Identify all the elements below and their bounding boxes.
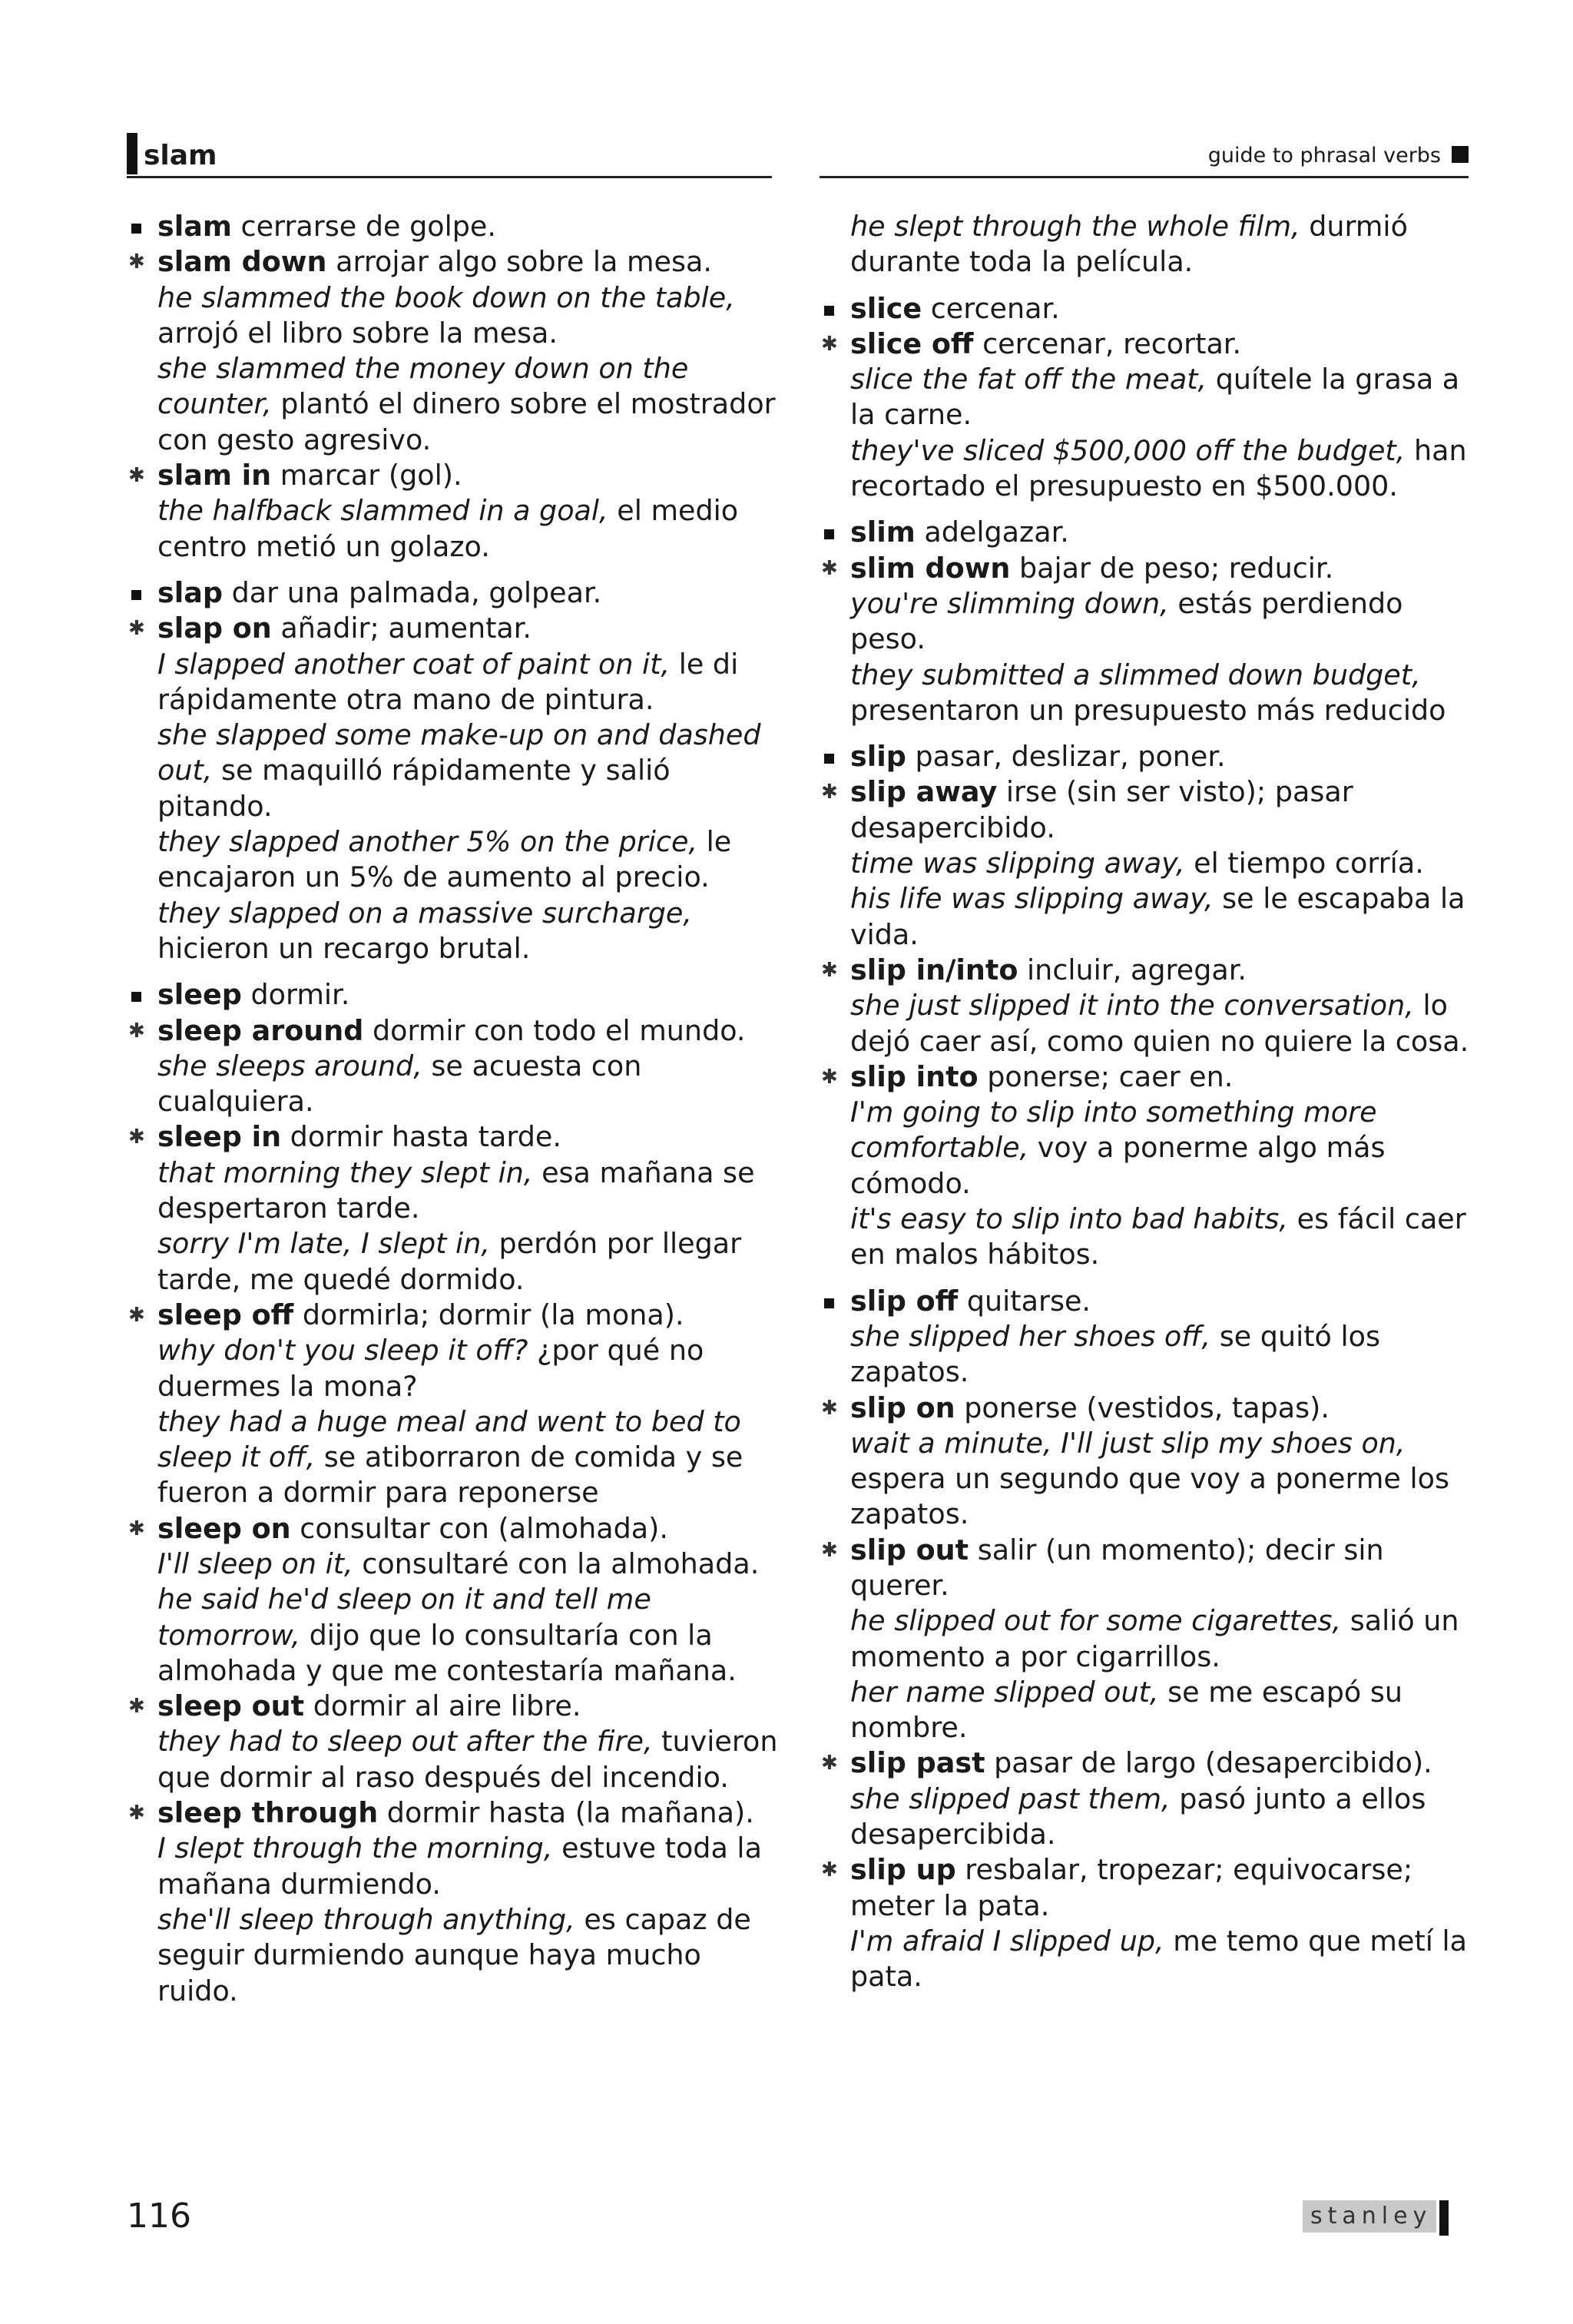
headword: sleep in	[157, 1120, 282, 1154]
example	[127, 1049, 787, 1120]
example-text: she slipped her shoes off,	[850, 1319, 1211, 1353]
definition: pasar, deslizar, poner.	[906, 740, 1226, 774]
example-text: they slapped on a massive surcharge,	[157, 896, 692, 930]
logo-bar-mark	[1439, 2200, 1449, 2236]
sub-entry	[820, 1391, 1480, 1426]
main-entry	[820, 291, 1480, 327]
headword: slip away	[850, 775, 998, 809]
definition: marcar (gol).	[271, 459, 462, 492]
example-translation: es fácil caer en malos hábitos.	[850, 1202, 1466, 1271]
example	[127, 1226, 787, 1298]
definition: dormir hasta (la mañana).	[378, 1796, 754, 1830]
example-translation: pasó junto a ellos desapercibida.	[850, 1782, 1426, 1852]
example	[820, 1675, 1480, 1746]
example	[820, 1426, 1480, 1533]
example-translation: estuve toda la mañana durmiendo.	[157, 1832, 762, 1901]
example	[820, 658, 1480, 729]
example-text: they had to sleep out after the fire,	[157, 1725, 653, 1759]
example-text: she'll sleep through anything,	[157, 1902, 575, 1936]
subentry-bullet-icon: ✱	[128, 1019, 145, 1043]
example	[820, 988, 1480, 1059]
subentry-bullet-icon: ✱	[128, 617, 145, 641]
definition: dormir.	[241, 978, 350, 1012]
example-translation: me temo que metí la pata.	[850, 1924, 1468, 1994]
example-translation: se me escapó su nombre.	[850, 1675, 1403, 1745]
headword: slam down	[157, 245, 327, 279]
example	[820, 1202, 1480, 1273]
sub-entry	[127, 458, 787, 493]
example-translation: estás perdiendo peso.	[850, 586, 1403, 656]
running-header-right	[820, 127, 1469, 178]
header-headword: slam	[144, 140, 217, 171]
definition: quitarse.	[958, 1284, 1091, 1318]
subentry-bullet-icon: ✱	[821, 781, 838, 804]
example-text: they slapped another 5% on the price,	[157, 825, 698, 859]
example-translation: tuvieron que dormir al raso después del incendio.	[157, 1725, 778, 1794]
example-text: I slept through the morning,	[157, 1832, 553, 1865]
subentry-bullet-icon: ✱	[821, 1396, 838, 1420]
example-text: wait a minute, I'll just slip my shoes on,	[850, 1426, 1406, 1460]
definition: añadir; aumentar.	[271, 612, 532, 645]
example-text: I'm going to slip into something more comfortable,	[850, 1096, 1377, 1165]
subentry-bullet-icon: ✱	[821, 1752, 838, 1775]
subentry-bullet-icon: ✱	[128, 1517, 145, 1540]
example-translation: plantó el dinero sobre el mostrador con gesto agresivo.	[157, 387, 776, 456]
example	[127, 1547, 787, 1582]
sub-entry	[820, 551, 1480, 586]
example-translation: el tiempo corría.	[1184, 847, 1424, 880]
example-text: she just slipped it into the conversation,	[850, 989, 1414, 1023]
subentry-bullet-icon: ✱	[821, 1858, 838, 1882]
example-translation: durmió durante toda la película.	[850, 210, 1408, 279]
sub-entry	[127, 611, 787, 646]
definition: dormir al aire libre.	[304, 1689, 581, 1723]
definition: dormir hasta tarde.	[281, 1120, 561, 1154]
sub-entry	[127, 1298, 787, 1333]
example-text: I'll sleep on it,	[157, 1547, 353, 1580]
publisher-logo	[1303, 2200, 1449, 2234]
example-translation: lo dejó caer así, como quien no quiere la cosa.	[850, 989, 1469, 1058]
entry-bullet-icon	[824, 306, 834, 316]
entry-bullet-icon	[824, 1298, 834, 1308]
example-text: he slipped out for some cigarettes,	[850, 1604, 1342, 1638]
sub-entry	[820, 774, 1480, 846]
example	[127, 1155, 787, 1227]
sub-entry	[127, 1795, 787, 1831]
example-translation: dijo que lo consultaría con la almohada y que me contestaría mañana.	[157, 1618, 737, 1687]
example	[820, 1319, 1480, 1391]
headword: slip	[850, 740, 906, 774]
example-text: sorry I'm late, I slept in,	[157, 1227, 490, 1261]
example	[127, 824, 787, 896]
example	[127, 718, 787, 824]
main-entry	[127, 977, 787, 1013]
example-text: her name slipped out,	[850, 1675, 1159, 1709]
headword: slip up	[850, 1853, 956, 1887]
subentry-bullet-icon: ✱	[128, 250, 145, 274]
example-translation: se quitó los zapatos.	[850, 1319, 1380, 1389]
running-header-left	[127, 127, 772, 178]
definition: irse (sin ser visto); pasar desapercibido.	[850, 775, 1353, 844]
definition: dormir con todo el mundo.	[363, 1013, 746, 1047]
sub-entry	[820, 327, 1480, 362]
sub-entry	[820, 1533, 1480, 1604]
example-text: she slipped past them,	[850, 1782, 1171, 1815]
headword: sleep off	[157, 1298, 294, 1331]
headword: slip past	[850, 1746, 985, 1780]
example-text: they had a huge meal and went to bed to sleep it off,	[157, 1404, 741, 1474]
definition: cercenar.	[922, 291, 1060, 325]
headword: slap on	[157, 612, 272, 645]
header-bar-mark	[127, 133, 137, 174]
sub-entry	[820, 1852, 1480, 1924]
example	[820, 586, 1480, 658]
example	[127, 1582, 787, 1689]
definition: dormirla; dormir (la mona).	[293, 1298, 684, 1331]
example-translation: consultaré con la almohada.	[353, 1547, 760, 1580]
headword: slip off	[850, 1284, 959, 1318]
example-text: he slept through the whole film,	[850, 210, 1300, 243]
example-text: they submitted a slimmed down budget,	[850, 658, 1421, 691]
headword: slice off	[850, 327, 974, 360]
entry-bullet-icon	[824, 754, 834, 764]
headword: slip out	[850, 1533, 969, 1566]
example-text: time was slipping away,	[850, 847, 1185, 880]
example	[127, 647, 787, 718]
example	[127, 1831, 787, 1902]
example-text: he said he'd sleep on it and tell me tomorrow,	[157, 1583, 651, 1652]
definition: bajar de peso; reducir.	[1010, 551, 1334, 585]
headword: slip on	[850, 1391, 955, 1424]
main-entry	[820, 1284, 1480, 1319]
example-text: his life was slipping away,	[850, 882, 1214, 916]
subentry-bullet-icon: ✱	[821, 556, 838, 580]
example-translation: espera un segundo que voy a ponerme los zapatos.	[850, 1462, 1449, 1531]
example-translation: arrojó el libro sobre la mesa.	[157, 316, 558, 350]
subentry-bullet-icon: ✱	[128, 1303, 145, 1327]
example-translation: hicieron un recargo brutal.	[157, 931, 531, 965]
main-entry	[820, 739, 1480, 774]
definition: adelgazar.	[915, 516, 1069, 549]
example-translation: han recortado el presupuesto en $500.000.	[850, 433, 1467, 503]
sub-entry	[127, 1119, 787, 1155]
subentry-bullet-icon: ✱	[821, 958, 838, 982]
headword: slim down	[850, 551, 1011, 585]
headword: slam in	[157, 459, 272, 492]
subentry-bullet-icon: ✱	[128, 464, 145, 488]
definition: arrojar algo sobre la mesa.	[326, 245, 712, 279]
definition: consultar con (almohada).	[290, 1511, 669, 1545]
definition: incluir, agregar.	[1018, 953, 1247, 986]
example-text: it's easy to slip into bad habits,	[850, 1202, 1289, 1236]
example-translation: se le escapaba la vida.	[850, 882, 1465, 951]
header-title: guide to phrasal verbs	[1207, 144, 1441, 167]
publisher-name: stanley	[1303, 2200, 1436, 2233]
sub-entry	[820, 953, 1480, 988]
main-entry	[127, 575, 787, 611]
definition: cercenar, recortar.	[973, 327, 1242, 360]
main-entry	[820, 515, 1480, 550]
example	[127, 351, 787, 458]
example	[820, 1924, 1480, 1995]
example-text: she sleeps around,	[157, 1049, 422, 1082]
example-text: I'm afraid I slipped up,	[850, 1924, 1164, 1958]
sub-entry	[820, 1059, 1480, 1095]
example	[820, 1782, 1480, 1853]
headword: sleep around	[157, 1013, 364, 1047]
example-text: slice the fat off the meat,	[850, 363, 1207, 396]
example-translation: voy a ponerme algo más cómodo.	[850, 1131, 1386, 1200]
example-translation: se acuesta con cualquiera.	[157, 1049, 642, 1119]
example	[127, 1902, 787, 2009]
example	[820, 362, 1480, 433]
example	[820, 209, 1480, 280]
example-translation: le encajaron un 5% de aumento al precio.	[157, 825, 732, 894]
example	[127, 896, 787, 967]
example-text: you're slimming down,	[850, 586, 1169, 620]
example-translation: esa mañana se despertaron tarde.	[157, 1155, 755, 1225]
page-number: 116	[127, 2196, 191, 2236]
example-translation: es capaz de seguir durmiendo aunque haya mucho ruido.	[157, 1902, 751, 2007]
example	[127, 493, 787, 565]
headword: slim	[850, 516, 916, 549]
headword: slip in/into	[850, 953, 1018, 986]
left-column	[127, 209, 787, 2009]
entry-bullet-icon	[131, 992, 141, 1002]
definition: ponerse; caer en.	[978, 1059, 1234, 1093]
sub-entry	[127, 1511, 787, 1547]
example-text: she slammed the money down on the counter,	[157, 352, 689, 421]
headword: slip into	[850, 1059, 979, 1093]
headword: sleep out	[157, 1689, 305, 1723]
example	[127, 1724, 787, 1795]
right-column	[820, 209, 1480, 1995]
sub-entry	[127, 1013, 787, 1049]
example-text: he slammed the book down on the table,	[157, 280, 735, 314]
entry-bullet-icon	[131, 590, 141, 600]
example	[820, 881, 1480, 953]
sub-entry	[127, 1689, 787, 1724]
example	[820, 433, 1480, 505]
definition: resbalar, tropezar; equivocarse; meter la pata.	[850, 1853, 1413, 1922]
headword: slap	[157, 575, 223, 609]
definition: pasar de largo (desapercibido).	[985, 1746, 1432, 1780]
headword: slam	[157, 210, 232, 243]
headword: sleep on	[157, 1511, 291, 1545]
example-translation: ¿por qué no duermes la mona?	[157, 1334, 704, 1403]
headword: sleep	[157, 978, 242, 1012]
entry-bullet-icon	[824, 529, 834, 539]
main-entry	[127, 209, 787, 244]
definition: dar una palmada, golpear.	[223, 575, 602, 609]
example	[820, 846, 1480, 881]
subentry-bullet-icon: ✱	[128, 1802, 145, 1825]
header-square-mark	[1452, 146, 1469, 163]
headword: sleep through	[157, 1796, 379, 1830]
example-text: I slapped another coat of paint on it,	[157, 647, 671, 681]
example	[127, 280, 787, 352]
example-text: she slapped some make-up on and dashed out,	[157, 718, 761, 787]
subentry-bullet-icon: ✱	[821, 1065, 838, 1089]
example-translation: le di rápidamente otra mano de pintura.	[157, 647, 739, 716]
example	[820, 1095, 1480, 1202]
example-translation: el medio centro metió un golazo.	[157, 494, 739, 563]
example-text: the halfback slammed in a goal,	[157, 494, 608, 528]
example-translation: quítele la grasa a la carne.	[850, 363, 1460, 432]
example	[127, 1333, 787, 1404]
subentry-bullet-icon: ✱	[821, 1538, 838, 1562]
example	[127, 1404, 787, 1511]
entry-bullet-icon	[131, 224, 141, 234]
example-translation: se maquilló rápidamente y salió pitando.	[157, 754, 671, 823]
example-translation: perdón por llegar tarde, me quedé dormido.	[157, 1227, 742, 1296]
example-translation: salió un momento a por cigarrillos.	[850, 1604, 1459, 1673]
example-translation: se atiborraron de comida y se fueron a dormir para reponerse	[157, 1440, 743, 1510]
example-translation: presentaron un presupuesto más reducido	[850, 693, 1446, 727]
example-text: why don't you sleep it off?	[157, 1334, 528, 1368]
example	[820, 1603, 1480, 1675]
headword: slice	[850, 291, 922, 325]
definition: cerrarse de golpe.	[231, 210, 496, 243]
example-text: that morning they slept in,	[157, 1155, 533, 1189]
definition: ponerse (vestidos, tapas).	[955, 1391, 1330, 1424]
definition: salir (un momento); decir sin querer.	[850, 1533, 1384, 1602]
subentry-bullet-icon: ✱	[128, 1695, 145, 1719]
subentry-bullet-icon: ✱	[821, 332, 838, 356]
subentry-bullet-icon: ✱	[128, 1126, 145, 1149]
sub-entry	[820, 1745, 1480, 1781]
example-text: they've sliced $500,000 off the budget,	[850, 433, 1406, 467]
sub-entry	[127, 244, 787, 280]
